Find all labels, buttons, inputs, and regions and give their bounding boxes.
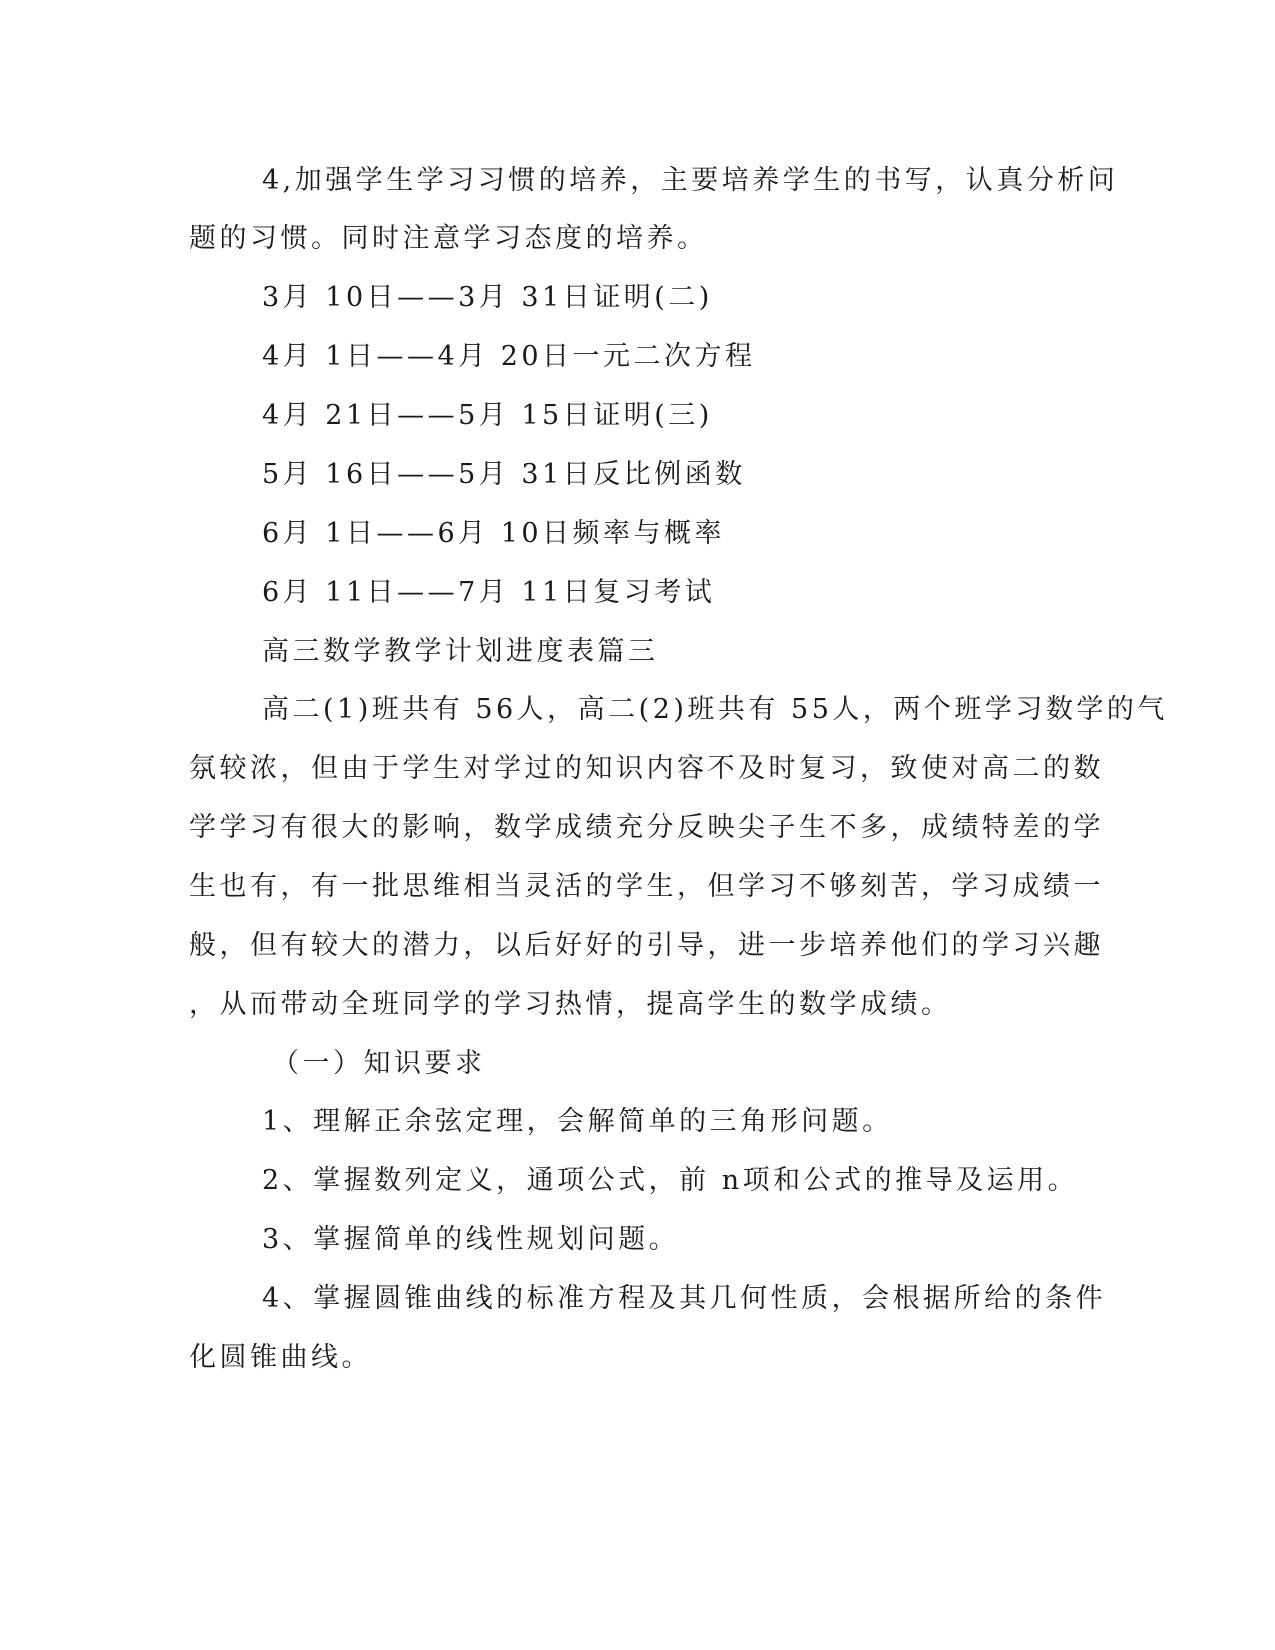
schedule-item: 3月 10日——3月 31日证明(二)	[262, 282, 713, 313]
requirement-item: 4、掌握圆锥曲线的标准方程及其几何性质，会根据所给的条件	[262, 1283, 1107, 1314]
requirement-item: 3、掌握简单的线性规划问题。	[262, 1224, 680, 1255]
subheading: （一）知识要求	[272, 1048, 486, 1079]
paragraph-line: ，从而带动全班同学的学习热情，提高学生的数学成绩。	[189, 989, 952, 1020]
requirement-item: 1、理解正余弦定理，会解简单的三角形问题。	[262, 1106, 893, 1137]
schedule-item: 4月 21日——5月 15日证明(三)	[262, 400, 713, 431]
schedule-item: 6月 1日——6月 10日频率与概率	[262, 518, 726, 549]
paragraph-line: 高二(1)班共有 56人，高二(2)班共有 55人，两个班学习数学的气	[262, 694, 1168, 725]
paragraph-line: 题的习惯。同时注意学习态度的培养。	[189, 223, 708, 254]
paragraph-line: 生也有，有一批思维相当灵活的学生，但学习不够刻苦，学习成绩一	[189, 871, 1104, 902]
requirement-item: 2、掌握数列定义，通项公式，前 n项和公式的推导及运用。	[262, 1165, 1079, 1196]
schedule-item: 5月 16日——5月 31日反比例函数	[262, 459, 746, 490]
schedule-item: 4月 1日——4月 20日一元二次方程	[262, 341, 756, 372]
paragraph-line: 4,加强学生学习习惯的培养，主要培养学生的书写，认真分析问	[262, 165, 1119, 196]
schedule-item: 6月 11日——7月 11日复习考试	[262, 577, 716, 608]
section-title: 高三数学教学计划进度表篇三	[262, 636, 659, 667]
paragraph-line: 学学习有很大的影响，数学成绩充分反映尖子生不多，成绩特差的学	[189, 812, 1104, 843]
paragraph-line: 氛较浓，但由于学生对学过的知识内容不及时复习，致使对高二的数	[189, 753, 1104, 784]
paragraph-line: 般，但有较大的潜力，以后好好的引导，进一步培养他们的学习兴趣	[189, 930, 1104, 961]
requirement-item: 化圆锥曲线。	[189, 1342, 372, 1373]
